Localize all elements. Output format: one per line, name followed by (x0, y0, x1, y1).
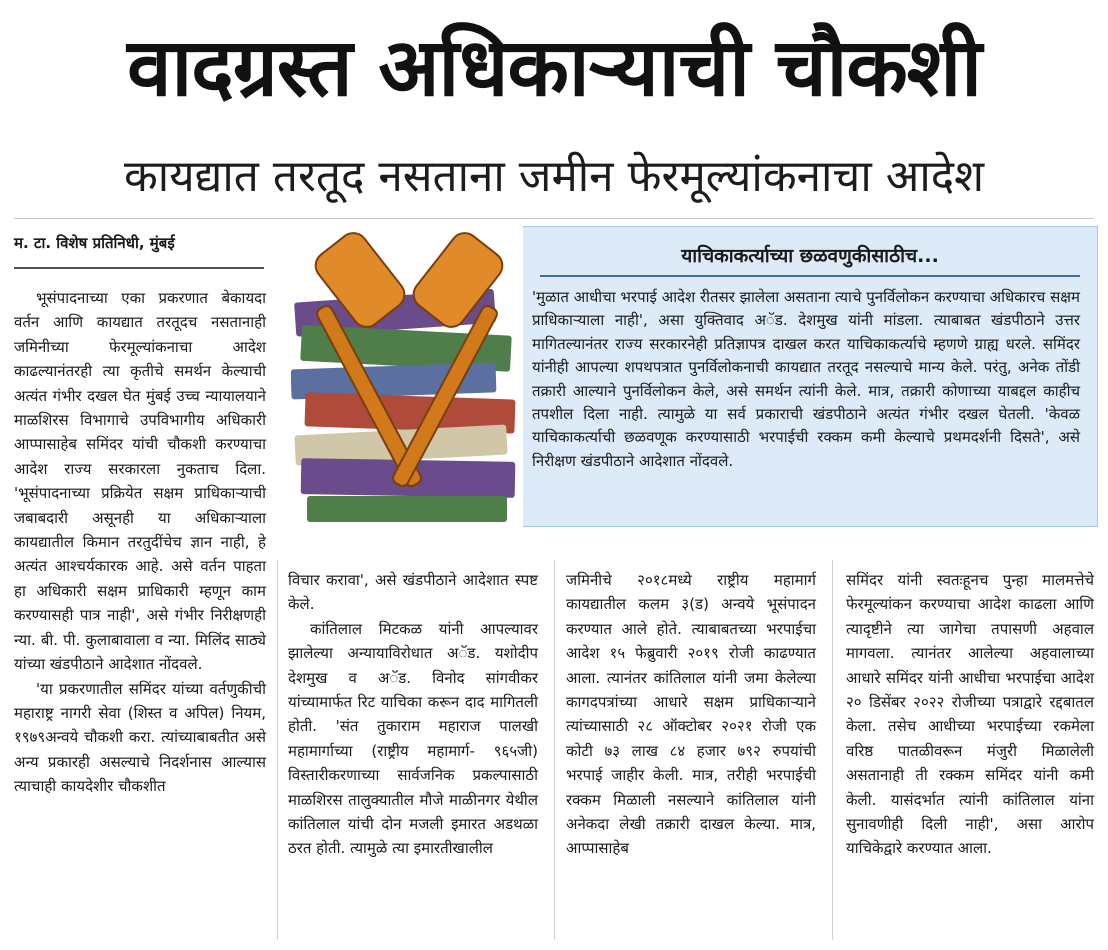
headline: वादग्रस्त अधिकाऱ्याची चौकशी (127, 21, 981, 114)
byline: म. टा. विशेष प्रतिनिधी, मुंबई (14, 234, 175, 252)
feature-text (532, 286, 1080, 518)
subheadline: कायद्यात तरतूद नसताना जमीन फेरमूल्यांकनाचा आदेश (123, 151, 985, 202)
gavel-icon (291, 226, 523, 527)
byline-divider (14, 267, 264, 269)
article-column-3 (566, 568, 816, 934)
article-column-4 (846, 568, 1094, 934)
article-paragraph: विचार करावा', असे खंडपीठाने आदेशात स्पष्ट केले. (288, 571, 538, 614)
column-divider (554, 560, 555, 940)
article-column-2 (288, 568, 538, 934)
article-column-1 (14, 286, 266, 934)
feature-title-rule (540, 275, 1080, 277)
top-divider (14, 218, 1094, 219)
article-paragraph: कांतिलाल मिटकळ यांनी आपल्यावर झालेल्या अन्यायाविरोधात अॅड. यशोदीप देशमुख व अॅड. विनोद सांगवीकर यांच्यामार्फत रिट याचिका करून दाद मागितली होती. 'संत तुकाराम महाराज पालखी महामार्गाच्या (राष्ट्रीय महामार्ग- ९६५जी) विस्तारीकरणाच्या सार्वजनिक प्रकल्पासाठी माळशिरस तालुक्यातील मौजे माळीनगर येथील कांतिलाल यांची दोन मजली इमारत अडथळा ठरत होती. त्यामुळे त्या इमारतीखालील (288, 619, 538, 858)
article-paragraph: समिंदर यांनी स्वतःहूनच पुन्हा मालमत्तेचे फेरमूल्यांकन करण्याचा आदेश काढला आणि त्यादृष्टीने त्या जागेचा तपासणी अहवाल मागवला. त्यानंतर आलेल्या अहवालाच्या आधारे समिंदर यांनी आधीचा भरपाईचा आदेश २० डिसेंबर २०२२ रोजीच्या पत्राद्वारे रद्दबातल केला. तसेच आधीच्या भरपाईच्या रकमेला वरिष्ठ पातळीवरून मंजुरी मिळालेली असतानाही ती रक्कम समिंदर यांनी कमी केली. यासंदर्भात त्यांनी कांतिलाल यांना सुनावणीही दिली नाही', असा आरोप याचिकेद्वारे करण्यात आला. (846, 571, 1094, 858)
article-paragraph: जमिनीचे २०१८मध्ये राष्ट्रीय महामार्ग कायद्यातील कलम ३(ड) अन्वये भूसंपादन करण्यात आले होते. त्याबाबतच्या भरपाईचा आदेश १५ फेब्रुवारी २०१९ रोजी काढण्यात आला. त्यानंतर कांतिलाल यांनी जमा केलेल्या कागदपत्रांच्या आधारे सक्षम प्राधिकाऱ्याने त्यांच्यासाठी २८ ऑक्टोबर २०२१ रोजी एक कोटी ७३ लाख ८४ हजार ७९२ रुपयांची भरपाई जाहीर केली. मात्र, तरीही भरपाईची रक्कम मिळाली नसल्याने कांतिलाल यांनी अनेकदा लेखी तक्रारी दाखल केल्या. मात्र, आप्पासाहेब (566, 571, 816, 858)
article-paragraph: भूसंपादनाच्या एका प्रकरणात बेकायदा वर्तन आणि कायद्यात तरतूदच नसतानाही जमिनीच्या फेरमूल्यांकनाचा आदेश काढल्यानंतरही त्या कृतीचे समर्थन केल्याची अत्यंत गंभीर दखल घेत मुंबई उच्च न्यायालयाने माळशिरस विभागाचे उपविभागीय अधिकारी आप्पासाहेब समिंदर यांची चौकशी करण्याचा आदेश राज्य सरकारला नुकताच दिला. 'भूसंपादनाच्या प्रक्रियेत सक्षम प्राधिकाऱ्याची जबाबदारी असूनही या अधिकाऱ्याला कायद्यातील किमान तरतुदींचेच ज्ञान नाही, हे अत्यंत आश्चर्यकारक आहे. असे वर्तन पाहता हा अधिकारी सक्षम प्राधिकारी म्हणून काम करण्यासही पात्र नाही', असे गंभीर निरीक्षणही न्या. बी. पी. कुलाबावाला व न्या. मिलिंद साठ्ये यांच्या खंडपीठाने आदेशात नोंदवले. (14, 289, 266, 674)
gavels-over-books-illustration (291, 226, 523, 527)
feature-paragraph: 'मुळात आधीचा भरपाई आदेश रीतसर झालेला असताना त्याचे पुनर्विलोकन करण्याचा अधिकारच सक्षम प्राधिकाऱ्याला नाही', असा युक्तिवाद अॅड. देशमुख यांनी मांडला. त्याबाबत खंडपीठाने उत्तर मागितल्यानंतर राज्य सरकारनेही प्रतिज्ञापत्र दाखल करत याचिकाकर्त्याचे म्हणणे ग्राह्य धरले. समिंदर यांनीही आपल्या शपथपत्रात पुनर्विलोकनाची कायद्यात तरतूद नसल्याचे मान्य केले. परंतु, अनेक तोंडी तक्रारी आल्याने पुनर्विलोकन केले, असे समर्थन त्यांनी केले. मात्र, तक्रारी कोणाच्या याबद्दल काहीच तपशील दिला नाही. त्यामुळे या सर्व प्रकाराची खंडपीठाने अत्यंत गंभीर दखल घेतली. 'केवळ याचिकाकर्त्याची छळवणूक करण्यासाठी भरपाईची रक्कम कमी केल्याचे प्रथमदर्शनी दिसते', असे निरीक्षण खंडपीठाने आदेशात नोंदवले. (532, 288, 1080, 470)
column-divider (277, 560, 278, 940)
feature-title: याचिकाकर्त्याच्या छळवणुकीसाठीच... (681, 245, 939, 267)
article-paragraph: 'या प्रकरणातील समिंदर यांच्या वर्तणुकीची महाराष्ट्र नागरी सेवा (शिस्त व अपिल) नियम, १९७९अन्वये चौकशी करा. त्यांच्याबाबतीत असे अन्य प्रकारही असल्याचे निदर्शनास आल्यास त्याचाही कायदेशीर चौकशीत (14, 679, 266, 796)
column-divider (832, 560, 833, 940)
